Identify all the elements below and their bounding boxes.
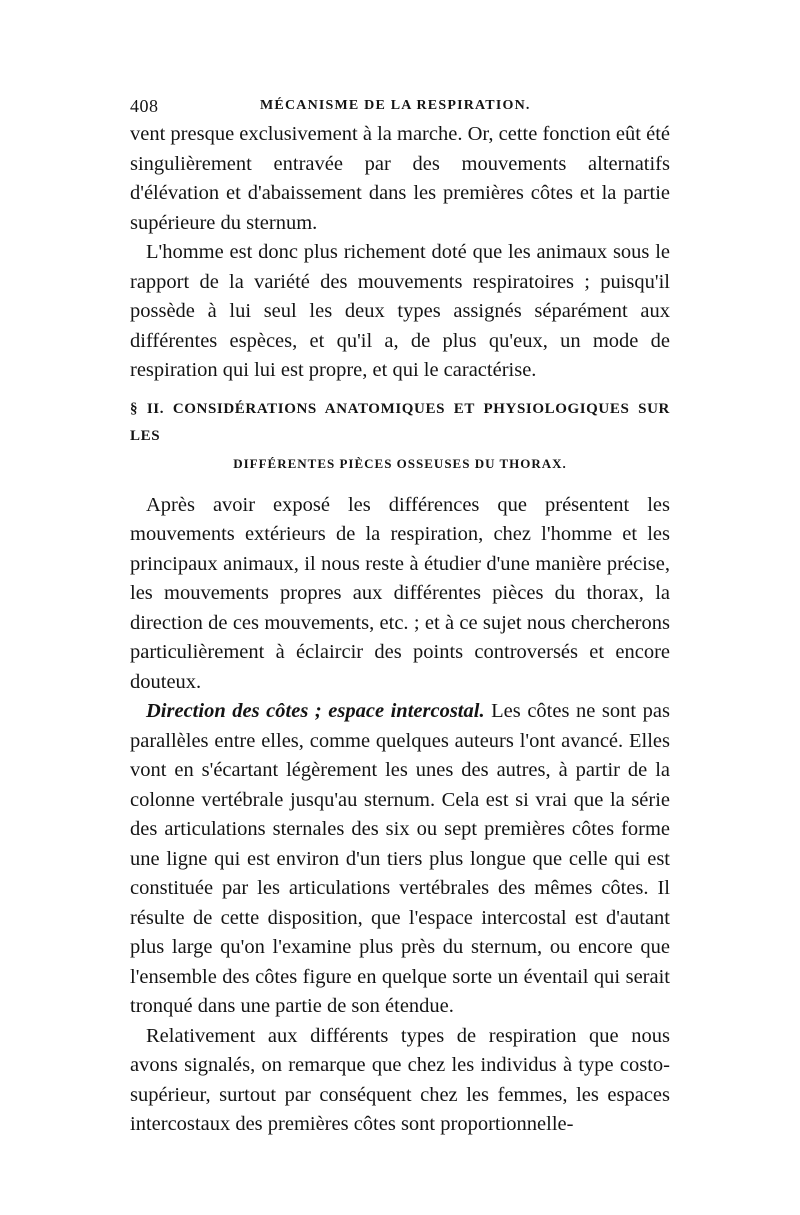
run-in-heading: Direction des côtes ; espace intercostal. [146, 700, 485, 722]
running-head [130, 90, 670, 120]
page-number: 408 [130, 96, 159, 116]
running-title: MÉCANISME DE LA RESPIRATION. [260, 98, 531, 113]
section-heading-line-2: DIFFÉRENTES PIÈCES OSSEUSES DU THORAX. [233, 455, 567, 471]
paragraph-4 [130, 697, 670, 1022]
paragraph-2: L'homme est donc plus richement doté que les animaux sous le rapport de la variété des mouvements respiratoires ; puisqu'il possède à lui seul les deux types assignés séparément aux différentes espèces, et qu'il a, de plus qu'eux, un mode de respiration qui lui est propre, et qui le caractérise. [130, 241, 670, 381]
paragraph-3: Après avoir exposé les différences que présentent les mouvements extérieurs de la respiration, chez l'homme et les principaux animaux, il nous reste à étudier d'une manière précise, les mouvements propres aux différentes pièces du thorax, la direction de ces mouvements, etc. ; et à ce sujet nous chercherons particulièrement à éclaircir des points controversés et encore douteux. [130, 493, 670, 693]
paragraph-5: Relativement aux différents types de respiration que nous avons signalés, on remarque que chez les individus à type costo-supérieur, surtout par conséquent chez les femmes, les espaces intercostaux des premières côtes sont proportionnelle- [130, 1024, 670, 1135]
paragraph-4-text: Les côtes ne sont pas parallèles entre elles, comme quelques auteurs l'ont avancé. Elles vont en s'écartant légèrement les unes des autres, à partir de la colonne vertébrale jusqu'au sternum. Cela est si vrai que la série des articulations sternales des six ou sept premières côtes forme une ligne qui est environ d'un tiers plus longue que celle qui est constituée par les articulations vertébrales des mêmes côtes. Il résulte de cette disposition, que l'espace intercostal est d'autant plus large qu'on l'examine plus près du sternum, ou encore que l'ensemble des côtes figure en quelque sorte un éventail qui serait tronqué dans une partie de son étendue. [130, 700, 670, 1017]
section-heading-line-1: § II. CONSIDÉRATIONS ANATOMIQUES ET PHYSIOLOGIQUES SUR LES [130, 400, 670, 444]
paragraph-1: vent presque exclusivement à la marche. Or, cette fonction eût été singulièrement entravée par des mouvements alternatifs d'élévation et d'abaissement dans les premières côtes et la partie supérieure du sternum. [130, 123, 670, 234]
book-page [130, 90, 670, 1140]
section-heading [130, 396, 670, 477]
